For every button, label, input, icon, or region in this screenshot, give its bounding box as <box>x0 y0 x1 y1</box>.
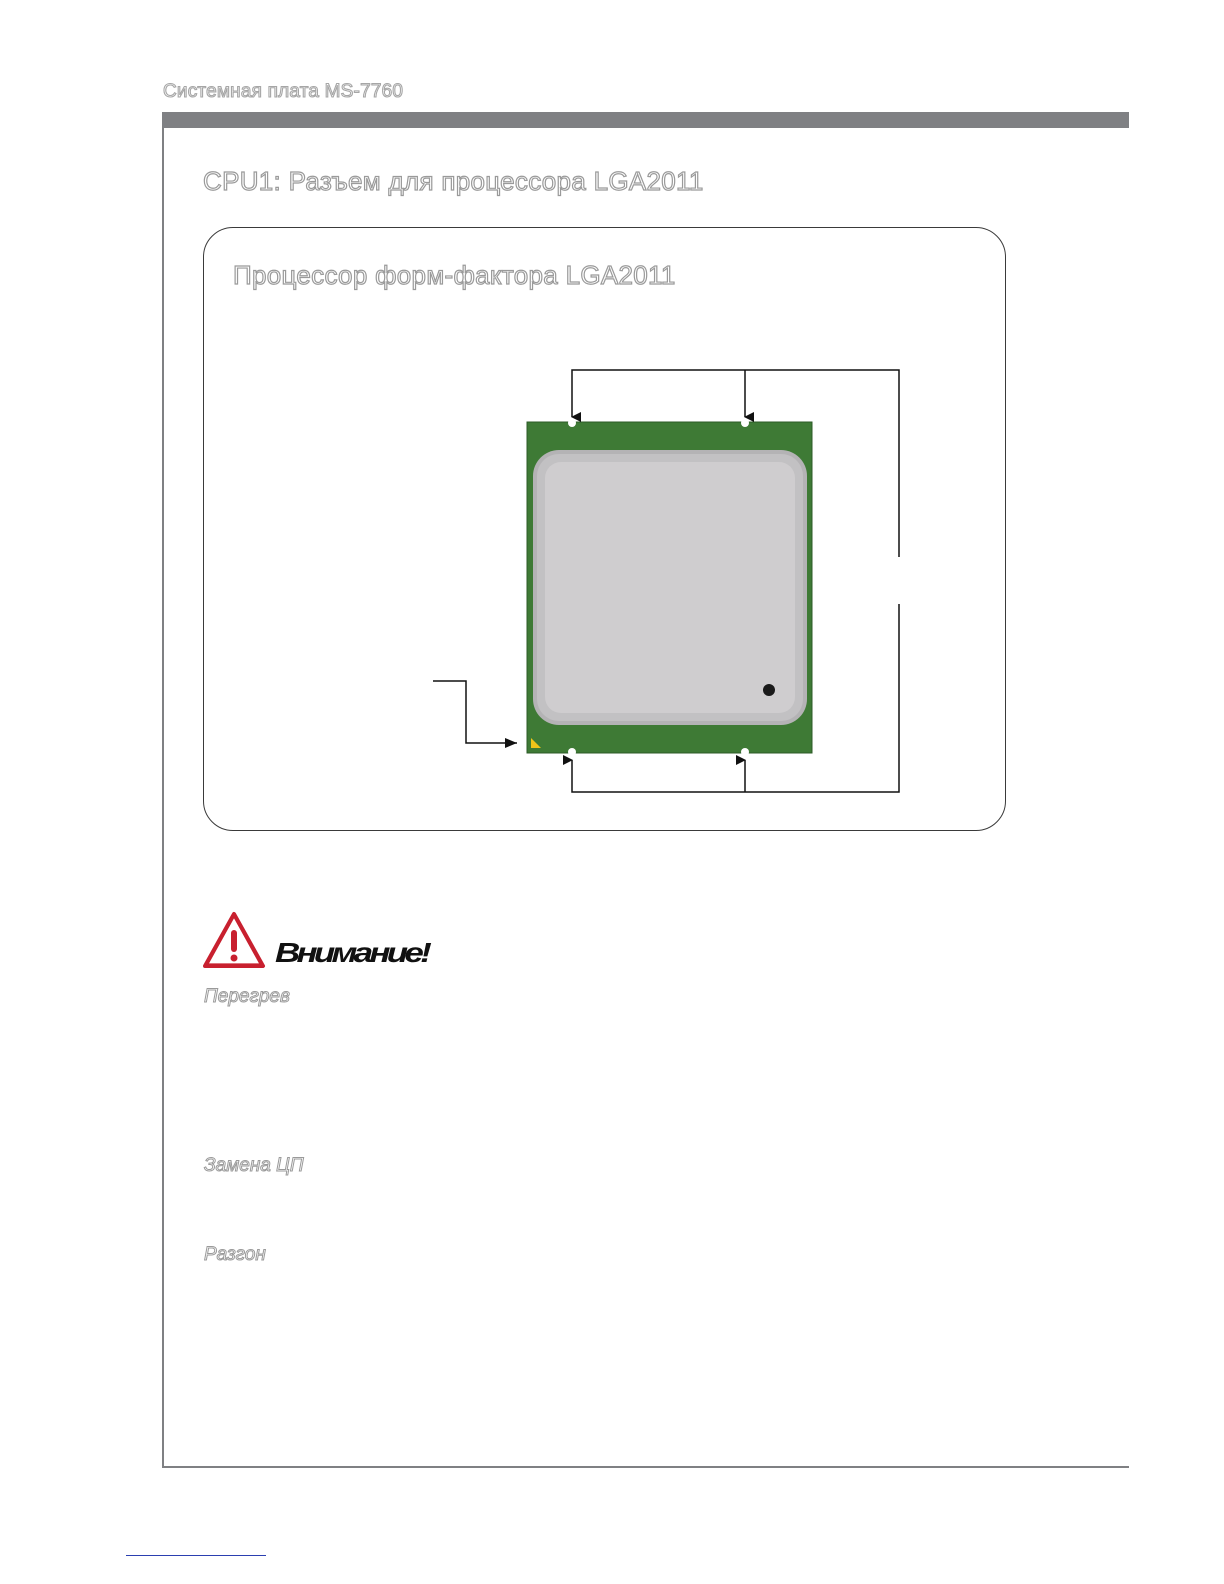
footer-link-rule <box>126 1555 266 1556</box>
alignment-key <box>568 419 576 427</box>
cpu-heat-spreader-top <box>545 462 795 713</box>
pin1-callout <box>433 681 517 743</box>
alignment-key <box>741 419 749 427</box>
document-header: Системная плата MS-7760 <box>163 81 404 102</box>
warning-title: Внимание! <box>275 937 429 968</box>
figure-title: Процессор форм-фактора LGA2011 <box>233 260 676 290</box>
cpu-replacement-heading: Замена ЦП <box>204 1155 304 1176</box>
orientation-dot <box>763 684 775 696</box>
alignment-key <box>568 748 576 756</box>
overheating-heading: Перегрев <box>204 986 290 1007</box>
alignment-key <box>741 748 749 756</box>
section-title: CPU1: Разъем для процессора LGA2011 <box>203 166 704 196</box>
warning-triangle-icon <box>202 910 266 970</box>
overclocking-heading: Разгон <box>204 1244 266 1265</box>
